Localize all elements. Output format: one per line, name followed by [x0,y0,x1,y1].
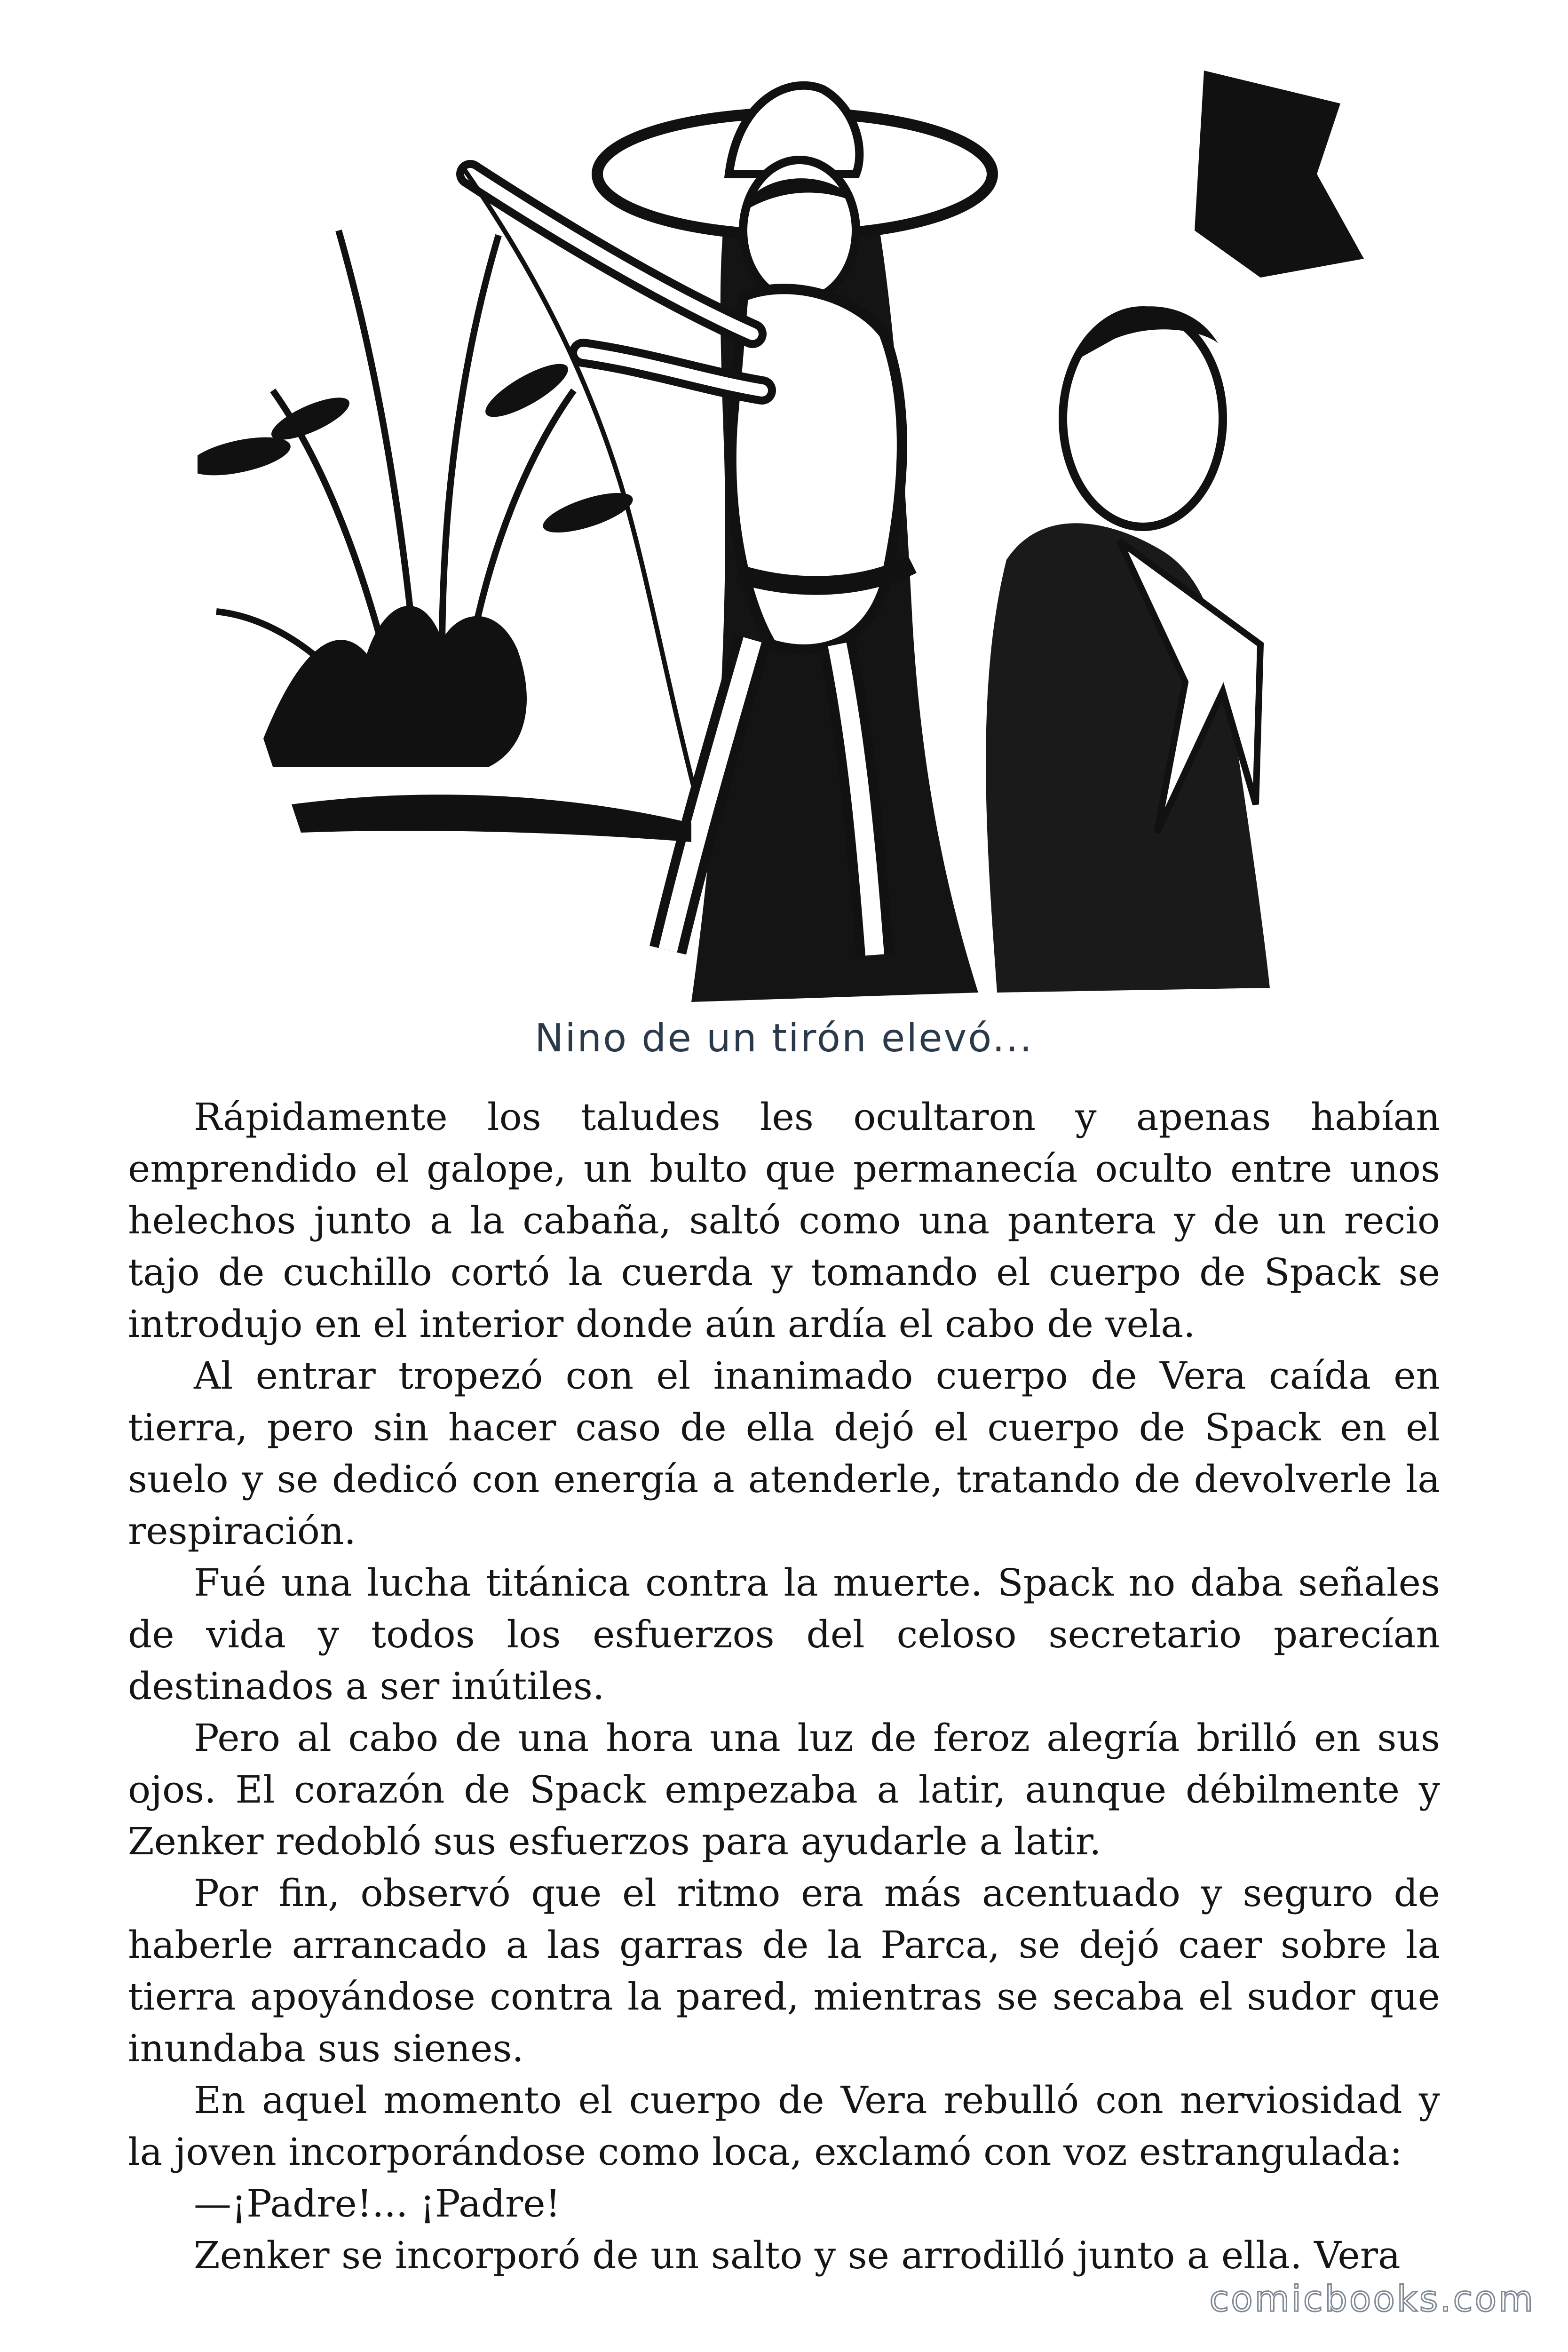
body-text [128,1091,1440,2281]
paragraph: —¡Padre!... ¡Padre! [194,2182,561,2225]
paragraph: Pero al cabo de una hora una luz de feroz alegría brilló en sus ojos. El corazón de Spack empezaba a latir, aunque débilmente y Zenker redobló sus esfuerzos para ayudarle a latir. [128,1716,1440,1863]
illustration-caption: Nino de un tirón elevó... [534,1016,1034,1061]
paragraph: Por fin, observó que el ritmo era más acentuado y seguro de haberle arrancado a las garras de la Parca, se dejó caer sobre la tierra apoyándose contra la pared, mientras se secaba el sudor que inundaba sus sienes. [128,1871,1440,2070]
paragraph: Rápidamente los taludes les ocultaron y apenas habían emprendido el galope, un bulto que permanecía oculto entre unos helechos junto a la cabaña, saltó como una pantera y de un recio tajo de cuchillo cortó la cuerda y tomando el cuerpo de Spack se introdujo en el interior donde aún ardía el cabo de vela. [128,1095,1440,1346]
paragraph: Fué una lucha titánica contra la muerte. Spack no daba señales de vida y todos los esfuerzos del celoso secretario parecían destinados a ser inútiles. [128,1561,1440,1708]
illustration-image [198,33,1373,1011]
paragraph: Al entrar tropezó con el inanimado cuerpo de Vera caída en tierra, pero sin hacer caso de ella dejó el cuerpo de Spack en el suelo y se dedicó con energía a atenderle, tratando de devolverle la respiración. [128,1354,1440,1553]
watermark: comicbooks.com [1209,2278,1535,2320]
paragraph: Zenker se incorporó de un salto y se arrodilló junto a ella. Vera [194,2233,1401,2277]
paragraph: En aquel momento el cuerpo de Vera rebulló con nerviosidad y la joven incorporándose como loca, exclamó con voz estrangulada: [128,2078,1440,2174]
